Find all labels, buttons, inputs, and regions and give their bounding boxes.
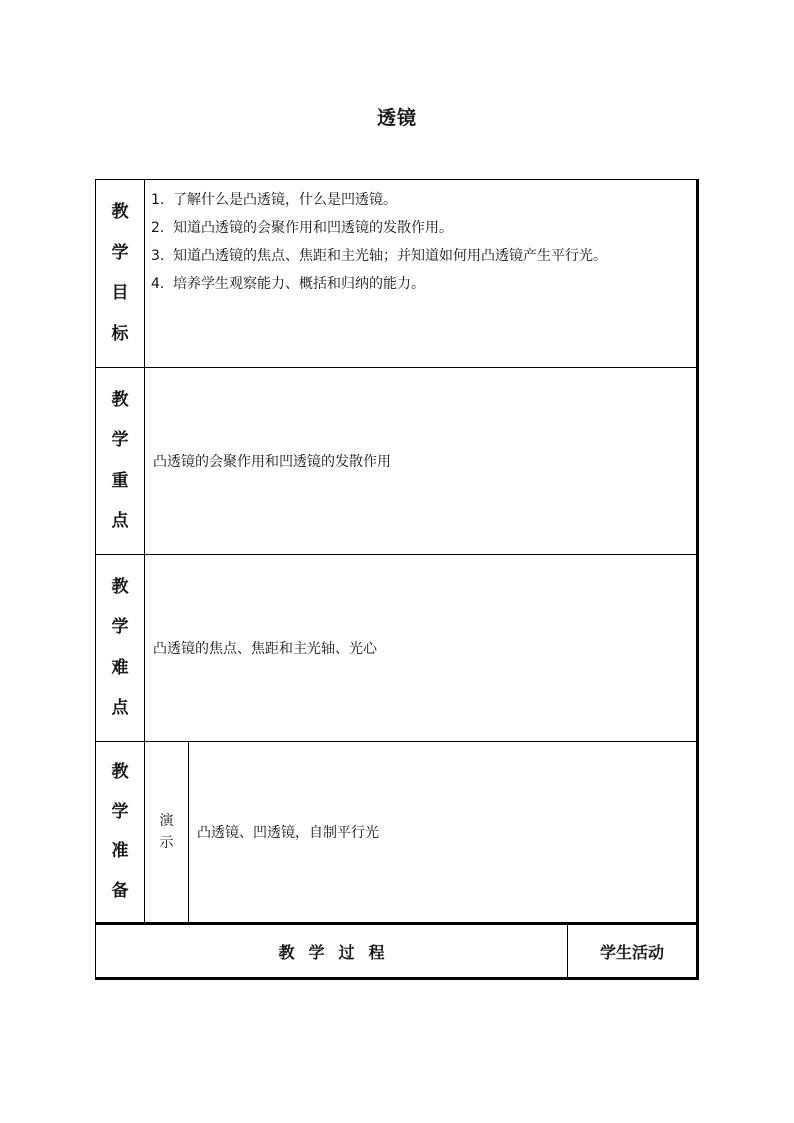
label-char: 教 <box>111 389 129 410</box>
preparation-content <box>145 742 696 922</box>
objectives-label <box>96 180 145 367</box>
key-points-text: 凸透镜的会聚作用和凹透镜的发散作用 <box>153 454 391 470</box>
list-item <box>151 186 696 214</box>
item-number: 2. <box>151 220 165 236</box>
page-title: 透镜 <box>376 107 417 129</box>
item-number: 4. <box>151 276 165 292</box>
process-header-label: 教学过程 <box>278 943 399 962</box>
objectives-row <box>96 180 696 367</box>
difficulties-content <box>145 555 696 741</box>
label-char: 学 <box>111 801 129 822</box>
difficulties-row <box>96 554 696 741</box>
difficulties-label <box>96 555 145 741</box>
label-char: 标 <box>111 324 129 345</box>
activity-header-cell <box>568 925 696 978</box>
objectives-list <box>145 180 696 298</box>
label-char: 教 <box>111 576 129 597</box>
list-item <box>151 214 696 242</box>
label-char: 教 <box>111 762 129 783</box>
key-points-row <box>96 367 696 554</box>
list-item <box>151 270 696 298</box>
label-char: 学 <box>111 430 129 451</box>
demo-sub-label: 演示 <box>159 813 174 851</box>
item-text: 了解什么是凸透镜，什么是凹透镜。 <box>173 192 397 208</box>
preparation-row <box>96 741 696 922</box>
objectives-content <box>145 180 696 367</box>
preparation-text: 凸透镜、凹透镜，自制平行光 <box>197 825 379 841</box>
process-header-cell <box>96 925 568 978</box>
list-item <box>151 242 696 270</box>
label-char: 目 <box>111 283 129 304</box>
label-char: 重 <box>111 470 129 491</box>
key-points-label <box>96 368 145 554</box>
label-char: 点 <box>111 698 129 719</box>
label-char: 点 <box>111 511 129 532</box>
process-header-row <box>96 922 696 978</box>
label-char: 准 <box>111 841 129 862</box>
key-points-content <box>145 368 696 554</box>
item-text: 培养学生观察能力、概括和归纳的能力。 <box>173 276 425 292</box>
lesson-plan-table <box>95 179 699 980</box>
label-char: 学 <box>111 617 129 638</box>
difficulties-text: 凸透镜的焦点、焦距和主光轴、光心 <box>153 641 377 657</box>
item-number: 3. <box>151 248 165 264</box>
item-text: 知道凸透镜的焦点、焦距和主光轴；并知道如何用凸透镜产生平行光。 <box>173 248 607 264</box>
label-char: 难 <box>111 657 129 678</box>
preparation-label <box>96 742 145 922</box>
item-text: 知道凸透镜的会聚作用和凹透镜的发散作用。 <box>173 220 453 236</box>
item-number: 1. <box>151 192 165 208</box>
label-char: 备 <box>111 880 129 901</box>
label-char: 学 <box>111 242 129 263</box>
demo-sub-label-cell <box>145 742 189 922</box>
activity-header-label: 学生活动 <box>599 943 664 962</box>
label-char: 教 <box>111 201 129 222</box>
